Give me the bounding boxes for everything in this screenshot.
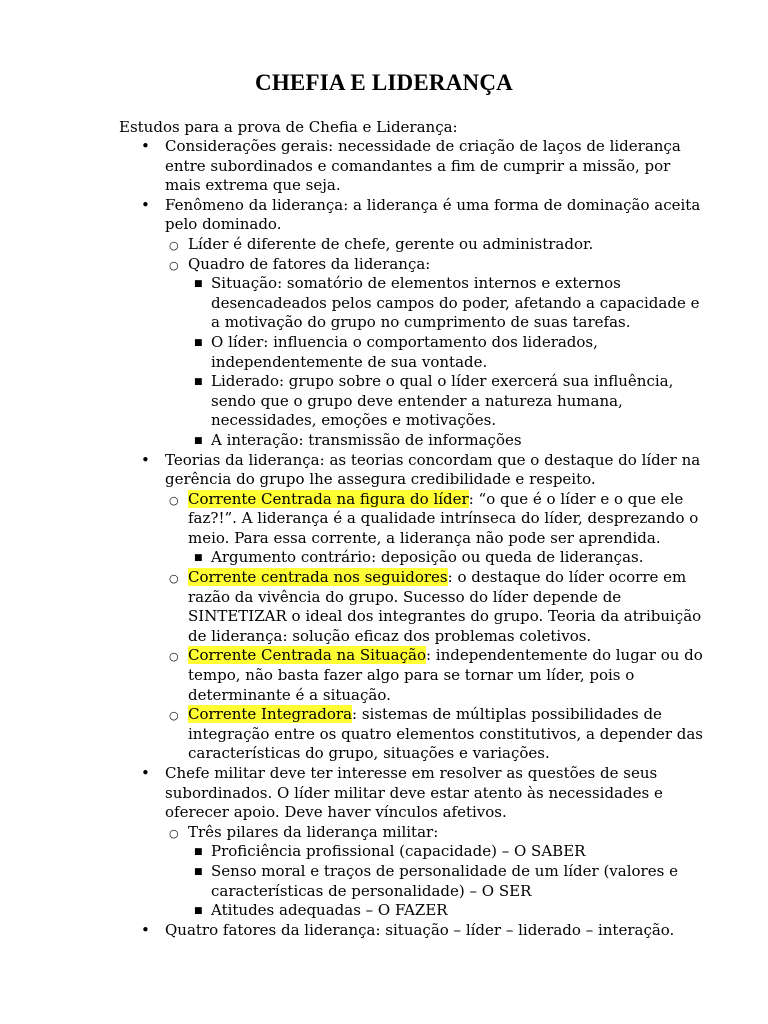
sub-sub-list xyxy=(188,548,704,568)
bullet-square-icon: ■ xyxy=(194,906,203,917)
list-item: • Teorias da liderança: as teorias concordam que o destaque do líder na gerência do grupo lhe assegura credibilidade e respeito. ○ Corrente Centrada na figura do líder: “o que é o líder e o que ele faz?!”. A liderança é a qualidade intrínseca do líder, desprezando o meio. Para essa corrente, a liderança não pode ser aprendida. ■ Argumento contrário: deposição ou queda de lideranças. ○ Corrente centrada nos seguidores: o destaque do líder ocorre em razão da vivência do grupo. Sucesso do líder depende de SINTETIZAR o ideal dos integrantes do grupo. Teoria da atribuição de liderança: solução eficaz dos problemas coletivos. ○ Corrente Centrada na Situação: independentemente do lugar ou do tempo, não basta fazer algo para se tornar um líder, pois o determinante é a situação. ○ Corrente Integradora: sistemas de múltiplas possibilidades de integração entre os quatro elementos constitutivos, a depender das características do grupo, situações e variações. xyxy=(141,450,703,763)
document-title: CHEFIA E LIDERANÇA xyxy=(255,70,513,95)
bullet-circle-icon: ○ xyxy=(169,650,179,664)
bullet-circle-icon: ○ xyxy=(169,572,179,586)
list-item: • Quatro fatores da liderança: situação – líder – liderado – interação. xyxy=(141,920,675,939)
list-item: ○ Corrente Centrada na Situação: independentemente do lugar ou do tempo, não basta fazer algo para se tornar um líder, pois o determinante é a situação. xyxy=(169,646,703,704)
list-item: ○ Líder é diferente de chefe, gerente ou administrador. xyxy=(165,235,704,255)
bullet-square-icon: ■ xyxy=(194,377,203,388)
sub-sub-list xyxy=(188,274,704,450)
list-item: ■ Senso moral e traços de personalidade de um líder (valores e características de personalidade) – O SER xyxy=(194,861,678,900)
bullet-circle-icon: ○ xyxy=(169,238,179,252)
list-item: ○ Corrente centrada nos seguidores: o destaque do líder ocorre em razão da vivência do grupo. Sucesso do líder depende de SINTETIZAR o ideal dos integrantes do grupo. Teoria da atribuição de liderança: solução eficaz dos problemas coletivos. xyxy=(169,568,702,645)
list-item: ○ Corrente Centrada na figura do líder: “o que é o líder e o que ele faz?!”. A liderança é a qualidade intrínseca do líder, desprezando o meio. Para essa corrente, a liderança não pode ser aprendida. ■ Argumento contrário: deposição ou queda de lideranças. xyxy=(165,490,704,568)
bullet-circle-icon: ○ xyxy=(169,493,179,507)
list-item: ○ Três pilares da liderança militar: ■ Proficiência profissional (capacidade) – O SABER ■ Senso moral e traços de personalidade de um líder (valores e características de personalidade) – O SER ■ Atitudes adequadas – O FAZER xyxy=(165,823,704,921)
bullet-square-icon: ■ xyxy=(194,435,203,446)
highlighted-term: Corrente Integradora xyxy=(188,705,353,724)
sub-list xyxy=(165,235,704,451)
list-item: ■ O líder: influencia o comportamento dos liderados, independentemente de sua vontade. xyxy=(194,332,598,371)
list-item: ○ Quadro de fatores da liderança: ■ Situação: somatório de elementos internos e externos desencadeados pelos campos do poder, afetando a capacidade e a motivação do grupo no cumprimento de suas tarefas. ■ O líder: influencia o comportamento dos liderados, independentemente de sua vontade. ■ Liderado: grupo sobre o qual o líder exercerá sua influência, sendo que o grupo deve entender a natureza humana, necessidades, emoções e motivações. ■ A interação: transmissão de informações xyxy=(165,255,704,451)
bullet-circle-icon: ○ xyxy=(169,258,179,272)
intro-text: Estudos para a prova de Chefia e Liderança: xyxy=(119,118,458,136)
outline-list xyxy=(119,137,704,940)
sub-list xyxy=(165,823,704,921)
bullet-square-icon: ■ xyxy=(194,847,203,858)
bullet-square-icon: ■ xyxy=(194,866,203,877)
sub-list xyxy=(165,490,704,764)
bullet-square-icon: ■ xyxy=(194,337,203,348)
list-item: • Fenômeno da liderança: a liderança é uma forma de dominação aceita pelo dominado. ○ Líder é diferente de chefe, gerente ou administrador. ○ Quadro de fatores da liderança: ■ Situação: somatório de elementos internos e externos desencadeados pelos campos do poder, afetando a capacidade e a motivação do grupo no cumprimento de suas tarefas. ■ O líder: influencia o comportamento dos liderados, independentemente de sua vontade. ■ Liderado: grupo sobre o qual o líder exercerá sua influência, sendo que o grupo deve entender a natureza humana, necessidades, emoções e motivações. ■ A interação: transmissão de informações xyxy=(119,196,704,451)
bullet-circle-icon: ○ xyxy=(169,826,179,840)
list-item: ■ Argumento contrário: deposição ou queda de lideranças. xyxy=(188,548,704,568)
list-item: • Considerações gerais: necessidade de criação de laços de liderança entre subordinados e comandantes a fim de cumprir a missão, por mais extrema que seja. xyxy=(141,137,681,195)
list-item: ■ Situação: somatório de elementos internos e externos desencadeados pelos campos do poder, afetando a capacidade e a motivação do grupo no cumprimento de suas tarefas. xyxy=(194,274,700,332)
bullet-disc-icon: • xyxy=(141,764,150,782)
highlighted-term: Corrente Centrada na Situação xyxy=(188,646,426,665)
list-item: • Chefe militar deve ter interesse em resolver as questões de seus subordinados. O líder militar deve estar atento às necessidades e oferecer apoio. Deve haver vínculos afetivos. ○ Três pilares da liderança militar: ■ Proficiência profissional (capacidade) – O SABER ■ Senso moral e traços de personalidade de um líder (valores e características de personalidade) – O SER ■ Atitudes adequadas – O FAZER xyxy=(119,764,704,921)
list-item: ■ Liderado: grupo sobre o qual o líder exercerá sua influência, sendo que o grupo deve entender a natureza humana, necessidades, emoções e motivações. xyxy=(194,372,674,430)
bullet-square-icon: ■ xyxy=(194,279,203,290)
highlighted-term: Corrente Centrada na figura do líder xyxy=(188,489,469,508)
bullet-disc-icon: • xyxy=(141,137,150,155)
bullet-disc-icon: • xyxy=(141,450,150,469)
highlighted-term: Corrente centrada nos seguidores xyxy=(188,568,448,587)
bullet-circle-icon: ○ xyxy=(169,709,179,723)
list-item: ■ A interação: transmissão de informações xyxy=(188,431,704,451)
bullet-square-icon: ■ xyxy=(194,553,203,564)
list-item: ■ Proficiência profissional (capacidade) – O SABER xyxy=(188,842,704,862)
bullet-disc-icon: • xyxy=(141,195,150,214)
sub-sub-list xyxy=(188,842,704,920)
list-item: ■ Atitudes adequadas – O FAZER xyxy=(188,901,704,921)
bullet-disc-icon: • xyxy=(141,920,150,939)
list-item: ○ Corrente Integradora: sistemas de múltiplas possibilidades de integração entre os quatro elementos constitutivos, a depender das características do grupo, situações e variações. xyxy=(169,705,703,763)
